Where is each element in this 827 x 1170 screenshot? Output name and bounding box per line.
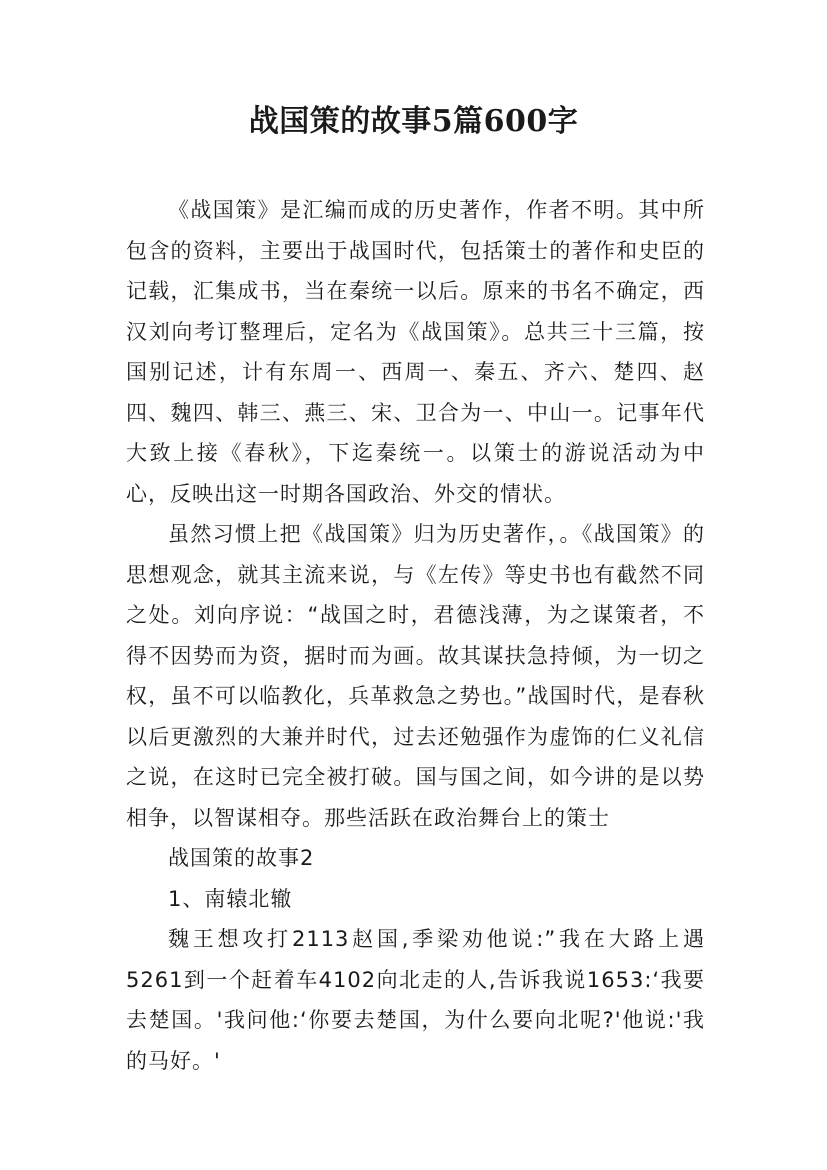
- story-subheading: 战国策的故事2: [168, 846, 315, 870]
- paragraph-story: 魏王想攻打2113赵国,季梁劝他说:”我在大路上遇5261到一个赶着车4102向北走的人,告诉我说1653:‘我要去楚国。'我问他:‘你要去楚国，为什么要向北呢?'他说:'我的马好。': [126, 927, 705, 1073]
- paragraph-intro: 《战国策》是汇编而成的历史著作，作者不明。其中所包含的资料，主要出于战国时代，包括策士的著作和史臣的记载，汇集成书，当在秦统一以后。原来的书名不确定，西汉刘向考订整理后，定名为《战国策》。总共三十三篇，按国别记述，计有东周一、西周一、秦五、齐六、楚四、赵四、魏四、韩三、燕三、宋、卫合为一、中山一。记事年代大致上接《春秋》，下迄秦统一。以策士的游说活动为中心，反映出这一时期各国政治、外交的情状。: [126, 198, 705, 506]
- paragraph-thought: 虽然习惯上把《战国策》归为历史著作，。《战国策》的思想观念，就其主流来说，与《左传》等史书也有截然不同之处。刘向序说：“战国之时，君德浅薄，为之谋策者，不得不因势而为资，据时而为画。故其谋扶急持倾，为一切之权，虽不可以临教化，兵革救急之势也。”战国时代，是春秋以后更激烈的大兼并时代，过去还勉强作为虚饰的仁义礼信之说，在这时已完全被打破。国与国之间，如今讲的是以势相争，以智谋相夺。那些活跃在政治舞台上的策士: [126, 522, 705, 830]
- document-body: [126, 190, 705, 1081]
- document-title: 战国策的故事5篇600字: [248, 104, 579, 139]
- section-heading: 1、南辕北辙: [168, 886, 293, 911]
